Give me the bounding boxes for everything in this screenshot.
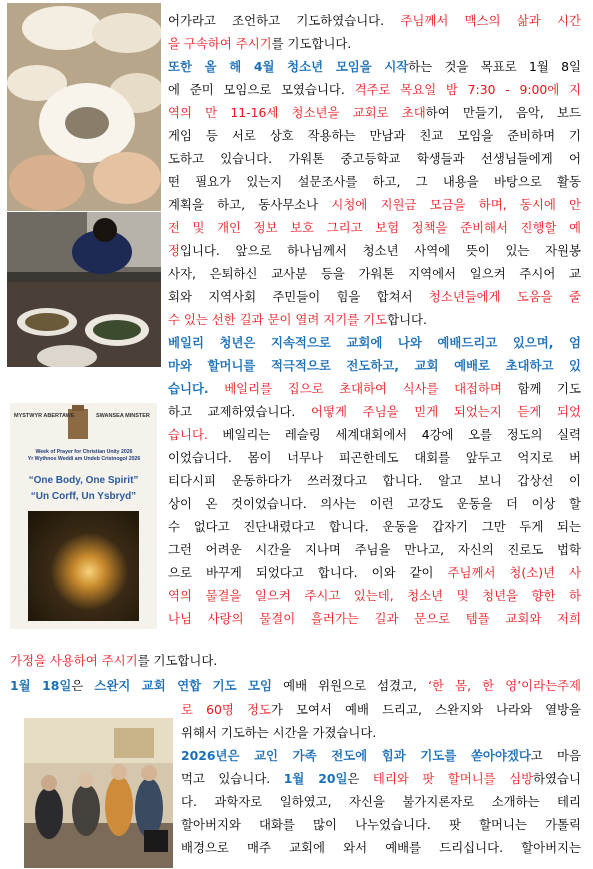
poster-week-cy: Yr Wythnos Weddi am Undeb Cristnogol 2026 [27,456,141,462]
text-line-9: 계획을 하고, 동사무소나 시청에 지원금 모금을 하며, 동시에 안 [168,197,581,212]
poster-week-en: Week of Prayer for Christian Unity 2026 [35,449,133,455]
text-line-18: 하고 교제하였습니다. 어떻게 주님을 믿게 되었는지 듣게 되었 [168,404,581,419]
text-line-24: 그런 어려운 시간을 지나며 주님을 만나고, 자신의 진로도 법학 [168,542,581,557]
text-line-30: 로 60명 정도가 모여서 예배 드리고, 스완지와 나라와 열방을 [181,702,581,717]
text-line-31: 위해서 기도하는 시간을 가졌습니다. [181,725,377,740]
text-line-10: 전 및 개인 정보 보호 그리고 보험 정책을 준비해서 진행할 예 [168,220,581,235]
text-line-3: 또한 올 해 4월 청소년 모임을 시작하는 것을 목표로 1월 8일 [168,59,581,74]
text-line-15: 베일리 청년은 지속적으로 교회에 나와 예배드리고 있으며, 엄 [168,335,581,350]
text-line-7: 도하고 있습니다. 가워톤 중고등학교 학생들과 선생님들에게 어 [168,151,581,166]
text-line-33: 먹고 있습니다. 1월 20일은 테리와 팟 할머니를 심방하였습니 [181,771,581,786]
text-line-2: 을 구속하여 주시기를 기도합니다. [168,36,352,51]
text-line-8: 떤 필요가 있는지 설문조사를 하고, 그 내용을 바탕으로 활동 [168,174,581,189]
home-visit-photo [24,718,173,868]
text-line-26: 역의 물결을 일으켜 주시고 있는데, 청소년 및 청년을 향한 하 [168,588,581,603]
text-line-25: 으로 바꾸게 되었다고 합니다. 이와 같이 주님께서 청(소)년 사 [168,565,581,580]
poster-slogan-en: “One Body, One Spirit” [28,475,139,486]
text-line-4: 에 준미 모임으로 모였습니다. 격주로 목요일 밤 7:30 - 9:00에 지 [168,82,581,97]
text-line-32: 2026년은 교인 가족 전도에 힘과 기도를 쏟아야겠다고 마음 [181,748,581,763]
text-line-23: 수 없다고 진단내렸다고 합니다. 운동을 갑자기 그만 두게 되는 [168,519,581,534]
text-line-29: 1월 18일은 스완지 교회 연합 기도 모임 예배 위원으로 섬겼고, ‘한 몸, 한 영’이라는주제 [10,678,581,693]
poster-org-left: MYSTWYR ABERTAWE [14,413,75,419]
text-line-36: 배경으로 매주 교회에 와서 예배를 드리십니다. 할아버지는 [181,840,581,855]
candle-image [28,511,139,621]
poster-week [14,449,154,463]
text-line-21: 티다시피 운동하다가 쓰러졌다고 합니다. 알고 보니 갑상선 이 [168,473,581,488]
text-line-17: 습니다. 베일리를 집으로 초대하여 식사를 대접하며 함께 기도 [168,381,581,396]
dinner-table-photo [7,212,161,367]
text-line-14: 수 있는 선한 길과 문이 열려 지기를 기도합니다. [168,312,427,327]
text-line-13: 회와 지역사회 주민들이 힘을 합쳐서 청소년들에게 도움을 줄 [168,289,581,304]
text-line-19: 습니다. 베일리는 레슬링 세계대회에서 4강에 오를 정도의 실력 [168,427,581,442]
text-line-5: 역의 만 11-16세 청소년을 교회로 초대하여 만들기, 음악, 보드 [168,105,581,120]
text-line-35: 할아버지와 대화를 많이 나누었습니다. 팟 할머니는 가톨릭 [181,817,581,832]
text-line-20: 이었습니다. 몸이 너무나 피곤한데도 대회를 앞두고 억지로 버 [168,450,581,465]
poster-slogan-cy: “Un Corff, Un Ysbryd” [30,491,137,502]
text-line-22: 상이 온 것이었습니다. 의사는 이런 고강도 운동을 더 이상 할 [168,496,581,511]
text-line-27: 나님 사랑의 물결이 흘러가는 길과 문으로 템플 교회와 저희 [168,611,581,626]
dumpling-image [7,3,161,211]
text-line-28: 가정을 사용하여 주시기를 기도합니다. [10,653,218,668]
text-line-12: 사자, 은퇴하신 교사분 등을 가워톤 지역에서 일으켜 주시어 교 [168,266,581,281]
text-line-11: 정입니다. 앞으로 하나님께서 청소년 사역에 뜻이 있는 자원봉 [168,243,581,258]
dinner-table-image [7,212,161,367]
text-line-34: 다. 과학자로 일하였고, 자신을 불가지론자로 소개하는 테리 [181,794,581,809]
dumpling-photo [7,3,161,211]
prayer-week-poster [10,403,157,629]
text-line-1: 어가라고 조언하고 기도하였습니다. 주님께서 맥스의 삶과 시간 [168,13,581,28]
poster-org-right: SWANSEA MINSTER [96,413,150,419]
text-line-16: 마와 할머니를 적극적으로 전도하고, 교회 예배로 초대하고 있 [168,358,581,373]
home-visit-image [24,718,173,868]
text-line-6: 게임 등 서로 상호 작용하는 만남과 친교 모임을 준비하며 기 [168,128,581,143]
